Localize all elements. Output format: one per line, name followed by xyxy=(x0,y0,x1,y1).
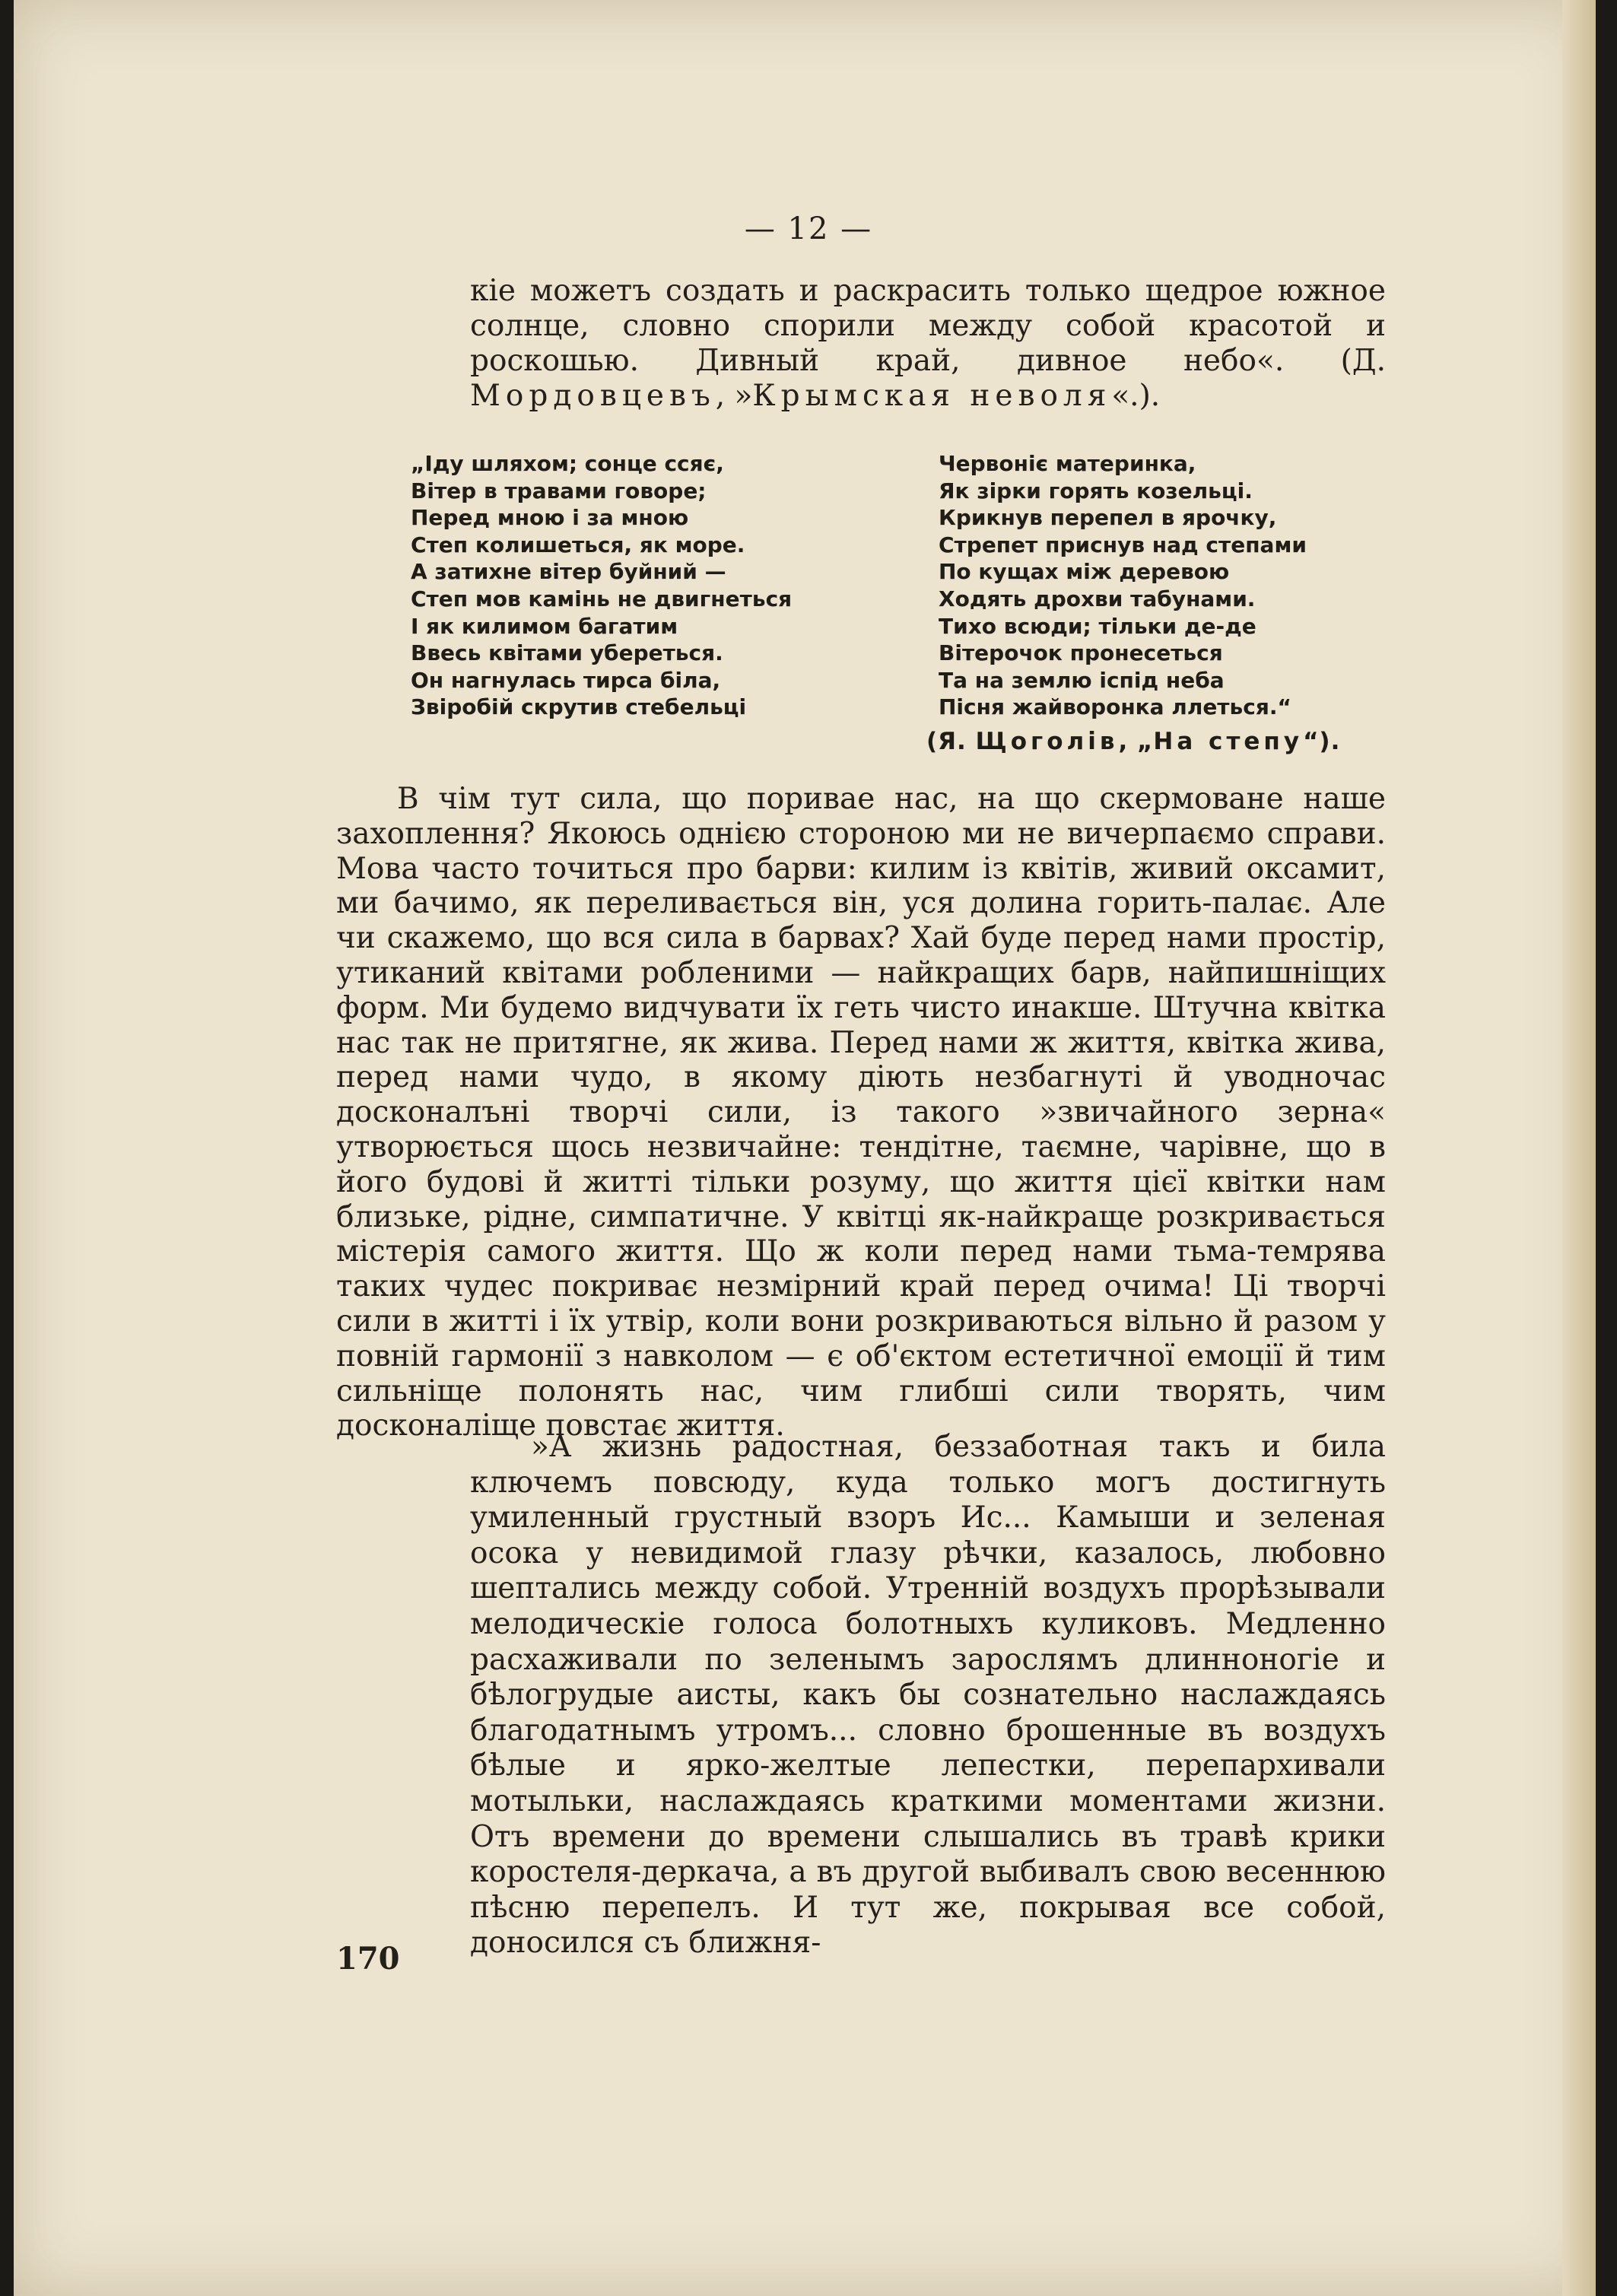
poem-line: І як килимом багатим xyxy=(411,613,678,639)
poem-line: Степ колишеться, як море. xyxy=(411,532,745,557)
credit-open: (Я. xyxy=(926,728,976,755)
main-paragraph: В чім тут сила, що поривае нас, на що скермоване наше захоплення? Якоюсь однією стороною ми не вичерпаємо справи. Мова часто точиться про барви: килим із квітів, живий оксамит, ми бачимо, як переливається він, уся долина горить-палає. Але чи скажемо, що вся сила в барвах? Хай буде перед нами простір, утиканий квітами робленими — найкращих барв, найпишніщих форм. Ми будемо видчувати їх геть чисто инакше. Штучна квітка нас так не притягне, як жива. Перед нами ж життя, квітка жива, перед нами чудо, в якому діють незбагнуті й уводночас досконалъні творчі сили, із такого »звичайного зерна« утворюється щось незвичайне: тендітне, таємне, чарівне, що в його будові й житті тільки розуму, що життя цієї квітки нам близьке, рідне, симпатичне. У квітці як-найкраще розкривається містерія самого життя. Що ж коли перед нами тьма-темрява таких чудес покриває незмірний край перед очима! Ці творчі сили в житті і їх утвір, коли вони розкриваються вільно й разом у повній гармонії з навколом — є об'єктом естетичної емоції й тим сильніще полонять нас, чим глибші сили творять, чим досконаліще повстає життя. xyxy=(336,782,1386,1443)
intro-paragraph xyxy=(470,274,1386,414)
poem-line: Вітерочок пронесеться xyxy=(939,640,1223,666)
poem-line: Ходять дрохви табунами. xyxy=(939,586,1256,611)
poem-right-column xyxy=(939,450,1364,721)
credit-title: На степу xyxy=(1153,728,1304,755)
poem-left-column xyxy=(411,450,837,721)
poem-line: А затихне вітер буйний — xyxy=(411,559,726,585)
page-number-header: — 12 — xyxy=(744,211,873,246)
poem-line: Крикнув перепел в ярочку, xyxy=(939,505,1277,531)
poem-line: „Іду шляхом; сонце ссяє, xyxy=(411,451,724,476)
intro-end: «.). xyxy=(1111,379,1161,413)
poem-line: Звіробій скрутив стебельці xyxy=(411,694,747,720)
archive-page-number: 170 xyxy=(336,1941,400,1977)
quote-paragraph: »А жизнь радостная, беззаботная такъ и била ключемъ повсюду, куда только могъ достигнуть умиленный грустный взоръ Ис... Камыши и зеленая осока у невидимой глазу рѣчки, казалось, любовно шептались между собой. Утренній воздухъ прорѣзывали мелодическіе голоса болотныхъ куликовъ. Медленно расхаживали по зеленымъ зарослямъ длинноногіе и бѣлогрудые аисты, какъ бы сознательно наслаждаясь благодатнымъ утромъ... словно брошенные въ воздухъ бѣлые и ярко-желтые лепестки, перепархивали мотыльки, наслаждаясь краткими моментами жизни. Отъ времени до времени слышались въ травѣ крики коростеля-деркача, а въ другой выбивалъ свою весеннюю пѣсню перепелъ. И тут же, покрывая все собой, доносился съ ближня- xyxy=(470,1430,1386,1961)
poem-line: Степ мов камінь не двигнеться xyxy=(411,586,793,611)
poem-line: Стрепет приснув над степами xyxy=(939,532,1307,557)
credit-close: “). xyxy=(1303,728,1341,755)
page-edge xyxy=(1562,0,1596,2296)
poem-line: Та на землю іспід неба xyxy=(939,667,1225,693)
poem-line: Тихо всюди; тільки де-де xyxy=(939,613,1256,639)
poem-line: По кущах між деревою xyxy=(939,559,1230,585)
intro-title: Крымская неволя xyxy=(752,379,1112,413)
credit-author: Щоголів xyxy=(975,728,1119,755)
intro-sep: , » xyxy=(715,379,753,413)
poem-line: Як зірки горять козельці. xyxy=(939,478,1253,503)
poem-line: Он нагнулась тирса біла, xyxy=(411,667,721,693)
poem-line: Ввесь квітами убереться. xyxy=(411,640,723,666)
poem-line: Пісня жайворонка ллеться.“ xyxy=(939,694,1291,720)
poem-line: Вітер в травами говоре; xyxy=(411,478,707,503)
intro-text: кіе можетъ создать и раскрасить только щедрое южное солнце, словно спорили между собой красотой и роскошью. Дивный край, дивное небо«. (Д. xyxy=(470,274,1386,378)
poem-line: Перед мною і за мною xyxy=(411,505,689,531)
intro-author: Мордовцевъ xyxy=(470,379,716,413)
poem-line: Червоніє материнка, xyxy=(939,451,1196,476)
poem-credit xyxy=(926,726,1398,757)
credit-mid: , „ xyxy=(1118,728,1154,755)
